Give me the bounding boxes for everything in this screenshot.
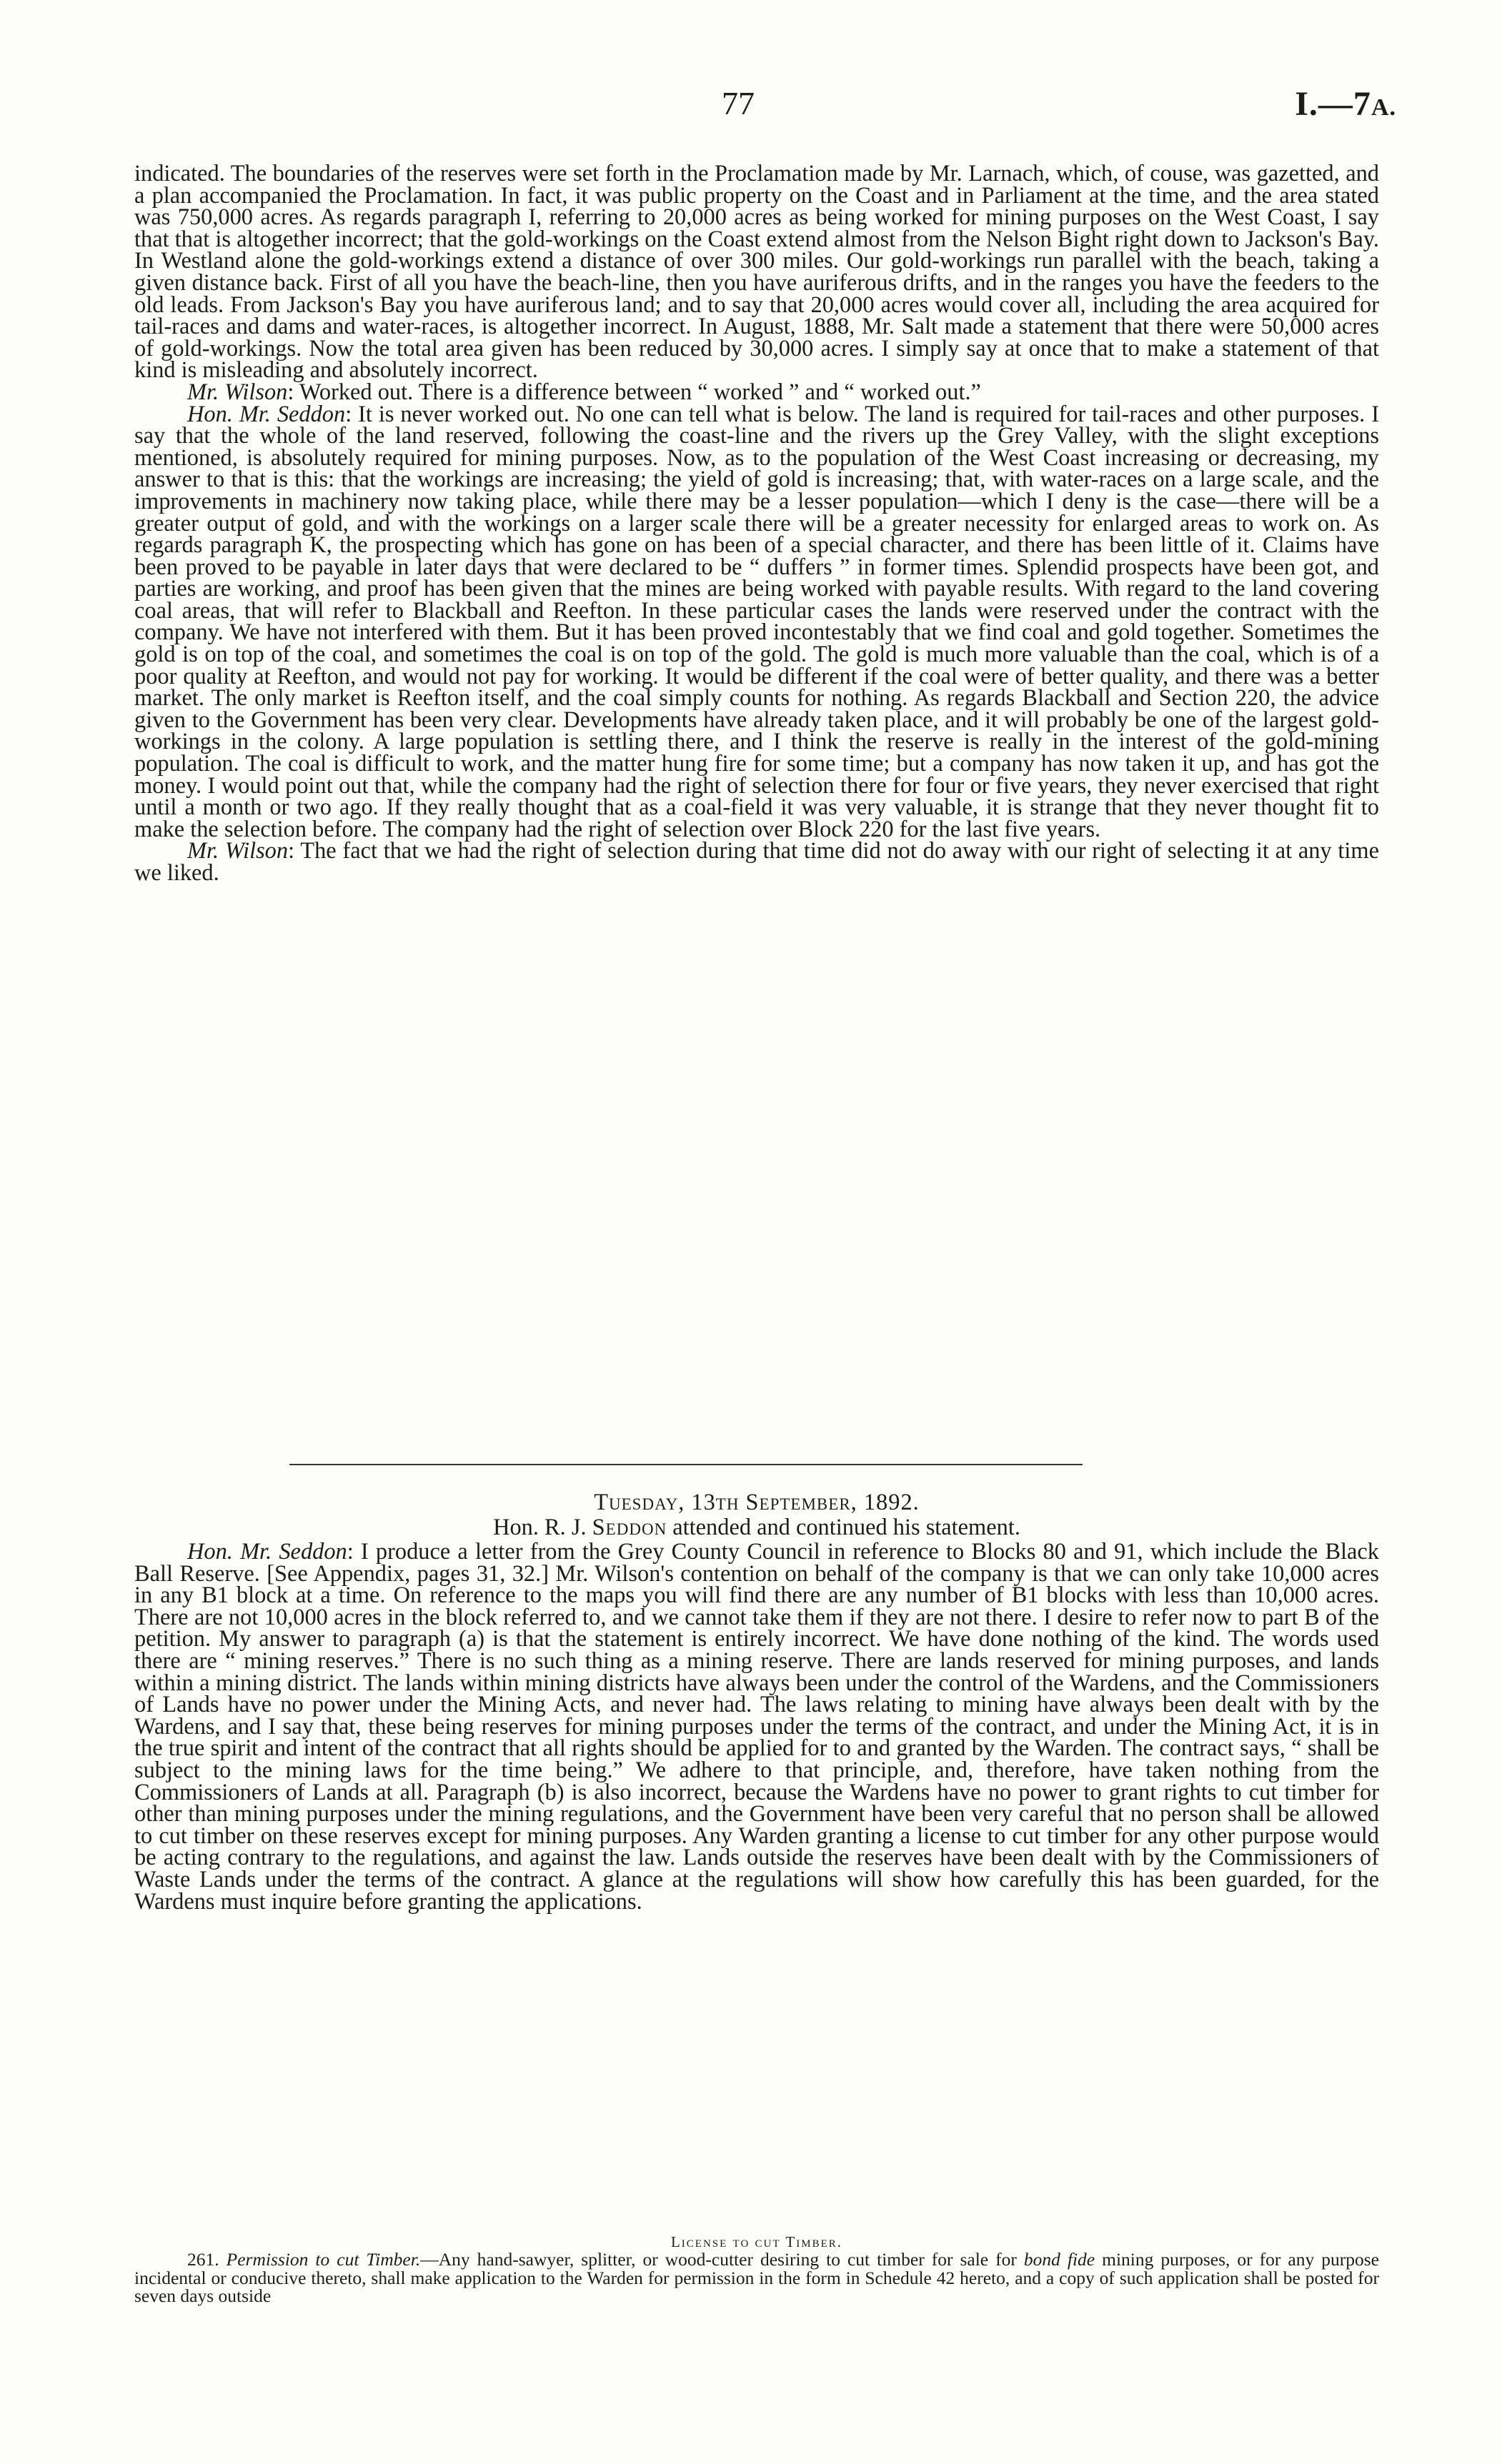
license-heading: License to cut Timber. bbox=[670, 2233, 842, 2250]
paragraph-text: : The fact that we had the right of selection during that time did not do away with our right of selecting it at any time we liked. bbox=[134, 838, 1379, 886]
reference-main: I.—7 bbox=[1295, 85, 1371, 123]
reference-suffix: A. bbox=[1371, 94, 1396, 121]
paragraph bbox=[134, 381, 1379, 404]
attendance-name: Seddon bbox=[592, 1515, 667, 1540]
clause-paragraph bbox=[134, 2250, 1379, 2305]
section-2 bbox=[134, 1539, 1379, 1915]
document-reference bbox=[1295, 84, 1396, 124]
paragraph bbox=[134, 401, 1379, 842]
section-1 bbox=[134, 163, 1379, 884]
session-date: Tuesday, 13th September, 1892. bbox=[594, 1490, 920, 1515]
clause-text: mining purposes, or for any purpose incidental or conducive thereto, shall make application to the Warden for permission in the form in Schedule 42 hereto, and a copy of such application shall be posted for seven days outside bbox=[134, 2249, 1379, 2306]
clause-italic: bond fide bbox=[1023, 2249, 1095, 2270]
clause-number: 261. bbox=[187, 2249, 219, 2270]
attendance-suffix: attended and continued his statement. bbox=[672, 1515, 1020, 1540]
paragraph bbox=[134, 840, 1379, 884]
attendance-prefix: Hon. R. J. bbox=[493, 1515, 587, 1540]
page-number: 77 bbox=[722, 85, 755, 121]
speaker: Hon. Mr. Seddon bbox=[187, 401, 346, 427]
paragraph-text: : It is never worked out. No one can tell what is below. The land is required for tail-races and other purposes. I say that the whole of the land reserved, following the coast-line and the rivers up the Grey Valley, with the slight exceptions mentioned, is absolutely required for mining purposes. Now, as to the population of the West Coast increasing or decreasing, my answer to that is this: that the workings are increasing; the yield of gold is increasing; that, with water-races on a large scale, and the improvements in machinery now taking place, while there may be a lesser population—which I deny is the case—there will be a greater output of gold, and with the workings on a larger scale there will be a greater necessity for enlarged areas to work on. As regards paragraph K, the prospecting which has gone on has been of a special character, and there has been little of it. Claims have been proved to be payable in later days that were declared to be “ duffers ” in former times. Splendid prospects have been got, and parties are working, and proof has been given that the mines are being worked with payable results. With regard to the land covering coal areas, that will refer to Blackball and Reefton. In these particular cases the lands were reserved under the contract with the company. We have not interfered with them. But it has been proved incontestably that we find coal and gold together. Sometimes the gold is on top of the coal, and sometimes the coal is on top of the gold. The gold is much more valuable than the coal, which is of a poor quality at Reefton, and would not pay for working. It would be different if the coal were of better quality, and there was a better market. The only market is Reefton itself, and the coal simply counts for nothing. As regards Blackball and Section 220, the advice given to the Government has been very clear. Developments have already taken place, and it will probably be one of the largest gold-workings in the colony. A large population is settling there, and I think the reserve is really in the interest of the gold-mining population. The coal is difficult to work, and the matter hung fire for some time; but a company has now taken it up, and has got the money. I would point out that, while the company had the right of selection there for four or five years, they never exercised that right until a month or two ago. If they really thought that as a coal-field it was very valuable, it is strange that they never thought fit to make the selection before. The company had the right of selection over Block 220 for the last five years. bbox=[134, 401, 1379, 842]
attendance-line bbox=[134, 1517, 1379, 1539]
speaker: Mr. Wilson bbox=[187, 379, 288, 405]
speaker: Mr. Wilson bbox=[187, 838, 289, 864]
page-header bbox=[0, 84, 1502, 127]
paragraph: indicated. The boundaries of the reserves were set forth in the Proclamation made by Mr. Larnach, which, of couse, was gazetted, and a plan accompanied the Proclamation. In fact, it was public property on the Coast and in Parliament at the time, and the area stated was 750,000 acres. As regards paragraph I, referring to 20,000 acres as being worked for mining purposes on the West Coast, I say that that is altogether incorrect; that the gold-workings on the Coast extend almost from the Nelson Bight right down to Jackson's Bay. In Westland alone the gold-workings extend a distance of over 300 miles. Our gold-workings run parallel with the beach, taking a given distance back. First of all you have the beach-line, then you have auriferous drifts, and in the ranges you have the feeders to the old leads. From Jackson's Bay you have auriferous land; and to say that 20,000 acres would cover all, including the area acquired for tail-races and dams and water-races, is altogether incorrect. In August, 1888, Mr. Salt made a statement that there were 50,000 acres of gold-workings. Now the total area given has been reduced by 30,000 acres. I simply say at once that to make a statement of that kind is misleading and absolutely incorrect. bbox=[134, 161, 1379, 384]
license-clause bbox=[134, 2250, 1379, 2305]
paragraph-text: : Worked out. There is a difference between “ worked ” and “ worked out.” bbox=[287, 379, 981, 405]
paragraph bbox=[134, 1539, 1379, 1915]
speaker: Hon. Mr. Seddon bbox=[187, 1539, 347, 1565]
paragraph-text: : I produce a letter from the Grey County Council in reference to Blocks 80 and 91, which include the Black Ball Reserve. [See Appendix, pages 31, 32.] Mr. Wilson's contention on behalf of the company is that we can only take 10,000 acres in any B1 block at a time. On reference to the maps you will find there are any number of B1 blocks with less than 10,000 acres. There are not 10,000 acres in the block referred to, and we cannot take them if they are not there. I desire to refer now to part B of the petition. My answer to paragraph (a) is that the statement is entirely incorrect. We have done nothing of the kind. The words used there are “ mining reserves.” There is no such thing as a mining reserve. There are lands reserved for mining purposes, and lands within a mining district. The lands within mining districts have always been under the control of the Wardens, and the Commissioners of Lands have no power under the Mining Acts, and never had. The laws relating to mining have always been dealt with by the Wardens, and I say that, these being reserves for mining purposes under the terms of the contract, and under the Mining Act, it is in the true spirit and intent of the contract that all rights should be applied for to and granted by the Warden. The contract says, “ shall be subject to the mining laws for the time being.” We adhere to that principle, and, therefore, have taken nothing from the Commissioners of Lands at all. Paragraph (b) is also incorrect, because the Wardens have no power to grant rights to cut timber for other than mining purposes under the mining regulations, and the Government have been very careful that no person shall be allowed to cut timber on these reserves except for mining purposes. Any Warden granting a license to cut timber for any other purpose would be acting contrary to the regulations, and against the law. Lands outside the reserves have been dealt with by the Commissioners of Waste Lands under the terms of the contract. A glance at the regulations will show how carefully this has been guarded, for the Wardens must inquire before granting the applications. bbox=[134, 1539, 1379, 1915]
clause-text: —Any hand-sawyer, splitter, or wood-cutter desiring to cut timber for sale for bbox=[420, 2249, 1024, 2270]
section-divider bbox=[289, 1464, 1083, 1465]
clause-title: Permission to cut Timber. bbox=[226, 2249, 421, 2270]
